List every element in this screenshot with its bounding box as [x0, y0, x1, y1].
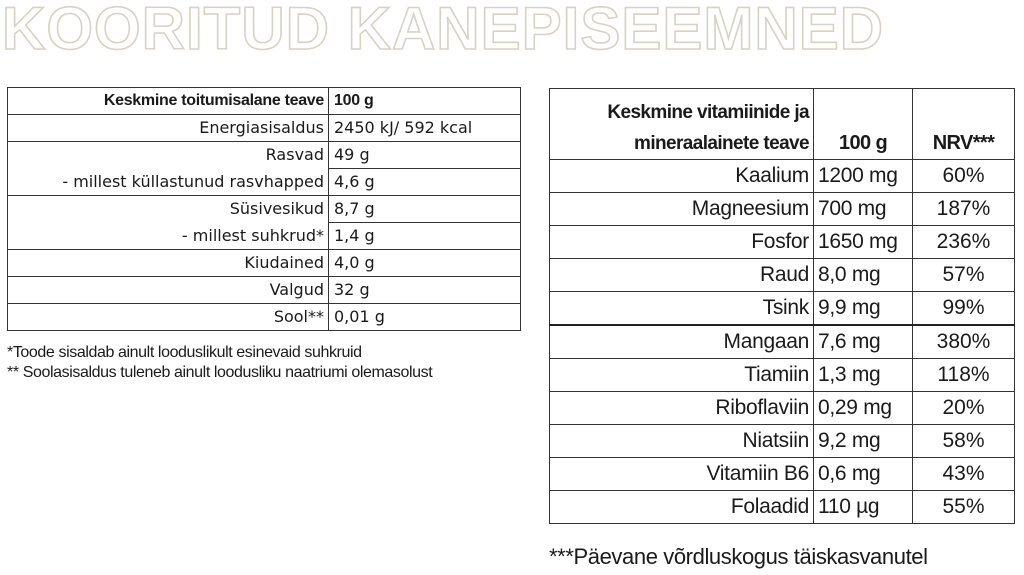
nutrient-label: Kiudained	[8, 250, 329, 277]
table-row	[550, 425, 1015, 458]
nutrient-value: 8,7 g	[329, 196, 521, 223]
vitamin-nrv: 60%	[913, 160, 1015, 193]
vitamin-nrv: 43%	[913, 458, 1015, 491]
nutrient-value: 49 g	[329, 142, 521, 169]
vitamin-amount: 8,0 mg	[814, 259, 913, 292]
vitamin-amount: 0,6 mg	[814, 458, 913, 491]
table-row	[8, 277, 521, 304]
table-row	[8, 115, 521, 142]
nutrient-label: - millest küllastunud rasvhapped	[8, 169, 329, 196]
vitamin-nrv: 236%	[913, 226, 1015, 259]
vitamin-amount: 1,3 mg	[814, 359, 913, 392]
nutrient-value: 4,6 g	[329, 169, 521, 196]
vitamin-nrv: 57%	[913, 259, 1015, 292]
vitamin-label: Raud	[550, 259, 814, 292]
nutrition-header-value: 100 g	[329, 88, 521, 115]
vitamin-label: Fosfor	[550, 226, 814, 259]
vitamin-nrv: 20%	[913, 392, 1015, 425]
vitamin-nrv: 118%	[913, 359, 1015, 392]
nutrient-label: Energiasisaldus	[8, 115, 329, 142]
vitamin-amount: 7,6 mg	[814, 325, 913, 359]
table-row	[550, 392, 1015, 425]
table-row	[8, 250, 521, 277]
vitamin-label: Kaalium	[550, 160, 814, 193]
nutrition-notes	[7, 343, 432, 383]
nutrient-label: Sool**	[8, 304, 329, 331]
nutrient-value: 2450 kJ/ 592 kcal	[329, 115, 521, 142]
vitamin-nrv: 58%	[913, 425, 1015, 458]
vitamins-header-label	[550, 89, 814, 160]
vitamin-amount: 0,29 mg	[814, 392, 913, 425]
vitamin-nrv: 380%	[913, 325, 1015, 359]
table-row	[550, 491, 1015, 524]
vitamin-label: Folaadid	[550, 491, 814, 524]
nrv-footnote: ***Päevane võrdluskogus täiskasvanutel	[549, 544, 928, 569]
nutrition-header-row	[8, 88, 521, 115]
vitamin-label: Tiamiin	[550, 359, 814, 392]
vitamin-nrv: 99%	[913, 292, 1015, 326]
vitamins-header-nrv: NRV***	[913, 89, 1015, 160]
nutrient-label: - millest suhkrud*	[8, 223, 329, 250]
table-row	[8, 304, 521, 331]
table-row	[550, 160, 1015, 193]
nutrient-value: 32 g	[329, 277, 521, 304]
vitamins-header-row	[550, 89, 1015, 160]
table-row	[550, 226, 1015, 259]
nutrient-label: Rasvad	[8, 142, 329, 169]
table-row	[550, 292, 1015, 326]
table-row	[550, 325, 1015, 359]
table-row	[8, 142, 521, 169]
nutrition-table	[7, 87, 521, 331]
vitamin-label: Mangaan	[550, 325, 814, 359]
table-row	[550, 458, 1015, 491]
vitamin-label: Niatsiin	[550, 425, 814, 458]
nutrient-label: Süsivesikud	[8, 196, 329, 223]
table-row	[8, 169, 521, 196]
vitamin-nrv: 55%	[913, 491, 1015, 524]
nutrient-value: 1,4 g	[329, 223, 521, 250]
vitamins-header-line2: mineraalainete teave	[634, 133, 809, 154]
vitamin-label: Riboflaviin	[550, 392, 814, 425]
vitamins-header-line1: Keskmine vitamiinide ja	[607, 102, 809, 123]
nutrient-label: Valgud	[8, 277, 329, 304]
table-row	[550, 259, 1015, 292]
nutrient-value: 0,01 g	[329, 304, 521, 331]
table-row	[8, 223, 521, 250]
table-row	[550, 193, 1015, 226]
vitamins-table	[549, 88, 1015, 524]
vitamin-amount: 9,9 mg	[814, 292, 913, 326]
nutrient-value: 4,0 g	[329, 250, 521, 277]
vitamin-label: Magneesium	[550, 193, 814, 226]
vitamin-nrv: 187%	[913, 193, 1015, 226]
page-title: KOORITUD KANEPISEEMNED	[2, 0, 885, 62]
vitamin-amount: 1200 mg	[814, 160, 913, 193]
nutrition-header-label: Keskmine toitumisalane teave	[8, 88, 329, 115]
vitamin-amount: 110 µg	[814, 491, 913, 524]
table-row	[8, 196, 521, 223]
vitamin-amount: 1650 mg	[814, 226, 913, 259]
salt-note: ** Soolasisaldus tuleneb ainult loodusliku naatriumi olemasolust	[7, 364, 433, 381]
vitamin-label: Tsink	[550, 292, 814, 326]
vitamin-amount: 9,2 mg	[814, 425, 913, 458]
sugar-note: *Toode sisaldab ainult looduslikult esinevaid suhkruid	[7, 344, 362, 361]
vitamins-header-amount: 100 g	[814, 89, 913, 160]
vitamin-label: Vitamiin B6	[550, 458, 814, 491]
vitamin-amount: 700 mg	[814, 193, 913, 226]
table-row	[550, 359, 1015, 392]
